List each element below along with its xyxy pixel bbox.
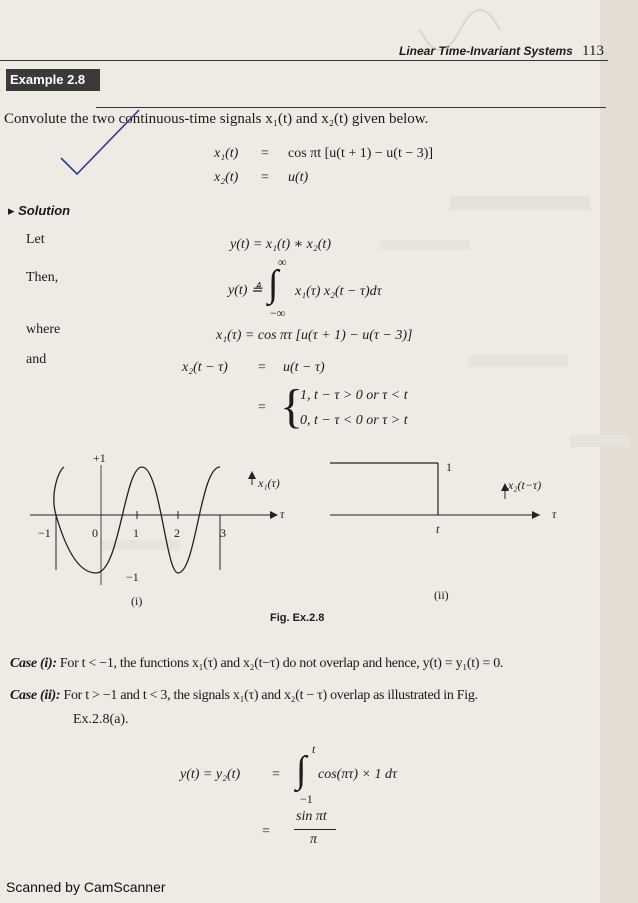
def-x2-eq: = [261, 170, 269, 185]
case-2-label: Case (ii): [10, 688, 61, 703]
x2-label-one: 1 [446, 460, 452, 474]
solution-heading-text: Solution [18, 203, 71, 218]
final-lhs: y(t) = y₂(t) [180, 767, 241, 782]
figure-caption: Fig. Ex.2.8 [270, 612, 325, 624]
def-x2-rhs: u(t) [288, 170, 309, 185]
header-rule [0, 60, 608, 61]
figure-x2-plot [320, 455, 550, 545]
integral-lower-limit: −∞ [270, 306, 286, 320]
integral-upper-limit: ∞ [278, 255, 287, 269]
example-tag: Example 2.8 [6, 69, 100, 91]
integrand: x₁(τ) x₂(t − τ)dτ [295, 284, 382, 299]
result-eq: = [262, 824, 270, 839]
x1-signal-label: x₁(τ) [258, 476, 280, 490]
x1-cos-part-0 [54, 467, 64, 515]
figure-ii-sublabel: (ii) [434, 588, 449, 602]
def-x1-rhs: cos πt [u(t + 1) − u(t − 3)] [288, 146, 434, 161]
x1-label-minus1: −1 [126, 570, 139, 584]
result-denominator: π [310, 832, 318, 847]
figure-x1-plot [20, 445, 300, 620]
pen-checkmark [55, 100, 145, 190]
then-label: Then, [26, 270, 59, 285]
x1-label-plus1: +1 [93, 451, 106, 465]
piecewise-row-1: 1, t − τ > 0 or τ < t [300, 388, 408, 403]
result-fraction-bar [294, 829, 336, 830]
and-label: and [26, 352, 47, 367]
case-2-text: For t > −1 and t < 3, the signals x₁(τ) and x₂(t − τ) overlap as illustrated in Fig. [63, 688, 478, 703]
integral-lhs: y(t) ≜ [228, 283, 263, 298]
def-x1-lhs: x₁(t) [214, 146, 239, 161]
scanner-watermark: Scanned by CamScanner [6, 879, 166, 895]
case-1-label: Case (i): [10, 656, 57, 671]
x1-cos-part-1 [56, 467, 220, 573]
x1-tick-label-m1: −1 [38, 526, 51, 540]
final-integrand: cos(πτ) × 1 dτ [318, 767, 397, 782]
x2-axis-label: τ [552, 507, 557, 521]
x1-axis-arrow [270, 511, 278, 519]
let-equation: y(t) = x₁(t) ∗ x₂(t) [230, 237, 331, 252]
piecewise-eq: = [258, 400, 266, 415]
case-2-text-continued: Ex.2.8(a). [73, 712, 129, 727]
final-integral-sign: ∫ [296, 749, 307, 791]
piecewise-row-2: 0, t − τ < 0 or τ > t [300, 413, 408, 428]
example-statement: Convolute the two continuous-time signals x₁(t) and x₂(t) given below. [4, 111, 429, 127]
x1-tick-label-0: 0 [92, 526, 98, 540]
figure-i-sublabel: (i) [131, 594, 143, 608]
case-2 [10, 688, 478, 704]
final-integral-lower: −1 [300, 792, 313, 806]
where-equation: x₁(τ) = cos πτ [u(τ + 1) − u(τ − 3)] [216, 328, 413, 343]
integral-sign: ∫ [268, 263, 279, 305]
x2-t-mark: t [436, 522, 440, 536]
x1-tick-label-3: 3 [220, 526, 226, 540]
final-eq: = [272, 767, 280, 782]
x2-signal-label: x₂(t−τ) [508, 478, 542, 492]
solution-heading: ▸ Solution [8, 203, 71, 218]
result-numerator: sin πt [296, 809, 327, 824]
x2-axis-arrow [532, 511, 540, 519]
x2-shift-rhs: u(t − τ) [283, 360, 325, 375]
piecewise-brace: { [280, 380, 304, 433]
x2-shift-lhs: x₂(t − τ) [182, 360, 228, 375]
x1-tick-label-1: 1 [133, 526, 139, 540]
page-number: 113 [582, 43, 604, 59]
x1-axis-label: τ [280, 507, 285, 521]
where-label: where [26, 322, 61, 337]
def-x1-eq: = [261, 146, 269, 161]
def-x2-lhs: x₂(t) [214, 170, 239, 185]
x1-signal-arrow-head [248, 471, 256, 479]
case-1-text: For t < −1, the functions x₁(τ) and x₂(t−τ) do not overlap and hence, y(t) = y₁(t) = 0. [59, 656, 504, 671]
example-rule [96, 107, 606, 108]
running-title: Linear Time-Invariant Systems [399, 44, 573, 58]
let-label: Let [26, 232, 45, 247]
case-1 [10, 656, 503, 672]
final-integral-upper: t [312, 742, 316, 756]
x1-tick-label-2: 2 [174, 526, 180, 540]
x2-shift-eq: = [258, 360, 266, 375]
